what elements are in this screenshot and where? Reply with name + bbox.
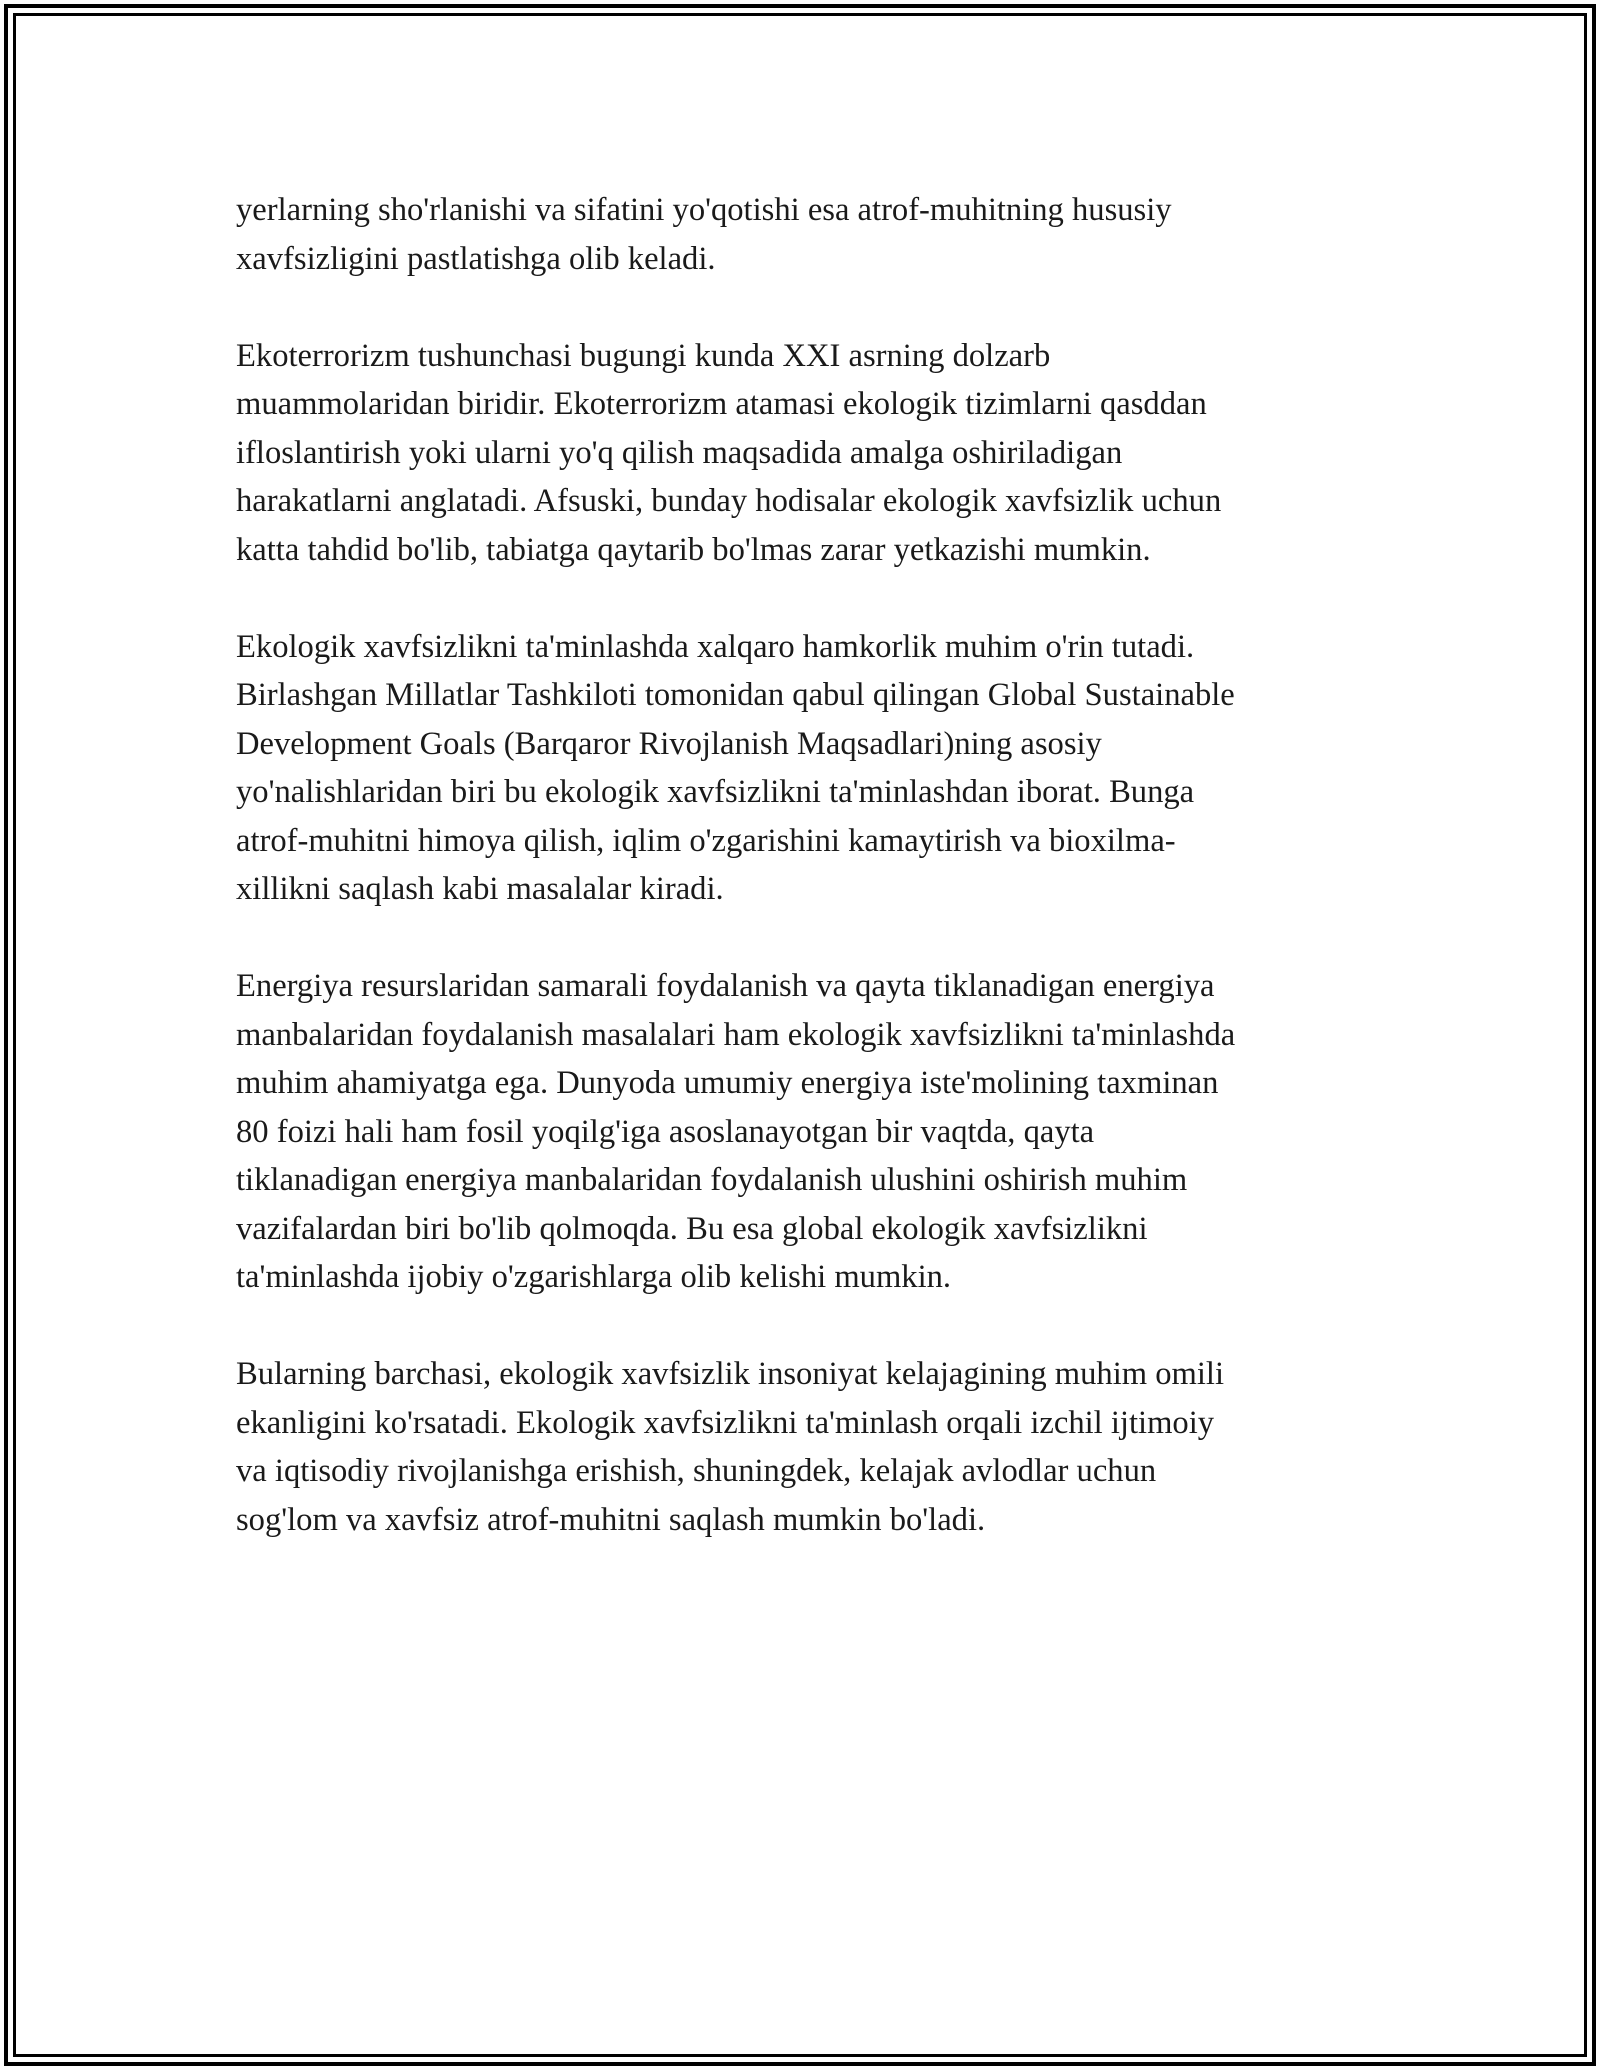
paragraph-conclusion: Bularning barchasi, ekologik xavfsizlik insoniyat kelajagining muhim omili ekanligini ko'rsatadi. Ekologik xavfsizlikni ta'minlash orqali izchil ijtimoiy va iqtisodiy rivojlanishga erishish, shuningdek, kelajak avlodlar uchun sog'lom va xavfsiz atrof-muhitni saqlash mumkin bo'ladi.	[236, 1356, 1225, 1538]
paragraph-ecoterrorism: Ekoterrorizm tushunchasi bugungi kunda XXI asrning dolzarb muammolaridan biridir. Ekoterrorizm atamasi ekologik tizimlarni qasddan ifloslantirish yoki ularni yo'q qilish maqsadida amalga oshiriladigan harakatlarni anglatadi. Afsuski, bunday hodisalar ekologik xavfsizlik uchun katta tahdid bo'lib, tabiatga qaytarib bo'lmas zarar yetkazishi mumkin.	[236, 337, 1222, 568]
paragraph-international-cooperation: Ekologik xavfsizlikni ta'minlashda xalqaro hamkorlik muhim o'rin tutadi. Birlashgan Millatlar Tashkiloti tomonidan qabul qilingan Global Sustainable Development Goals (Barqaror Rivojlanish Maqsadlari)ning asosiy yo'nalishlaridan biri bu ekologik xavfsizlikni ta'minlashdan iborat. Bunga atrof-muhitni himoya qilish, iqlim o'zgarishini kamaytirish va bioxilma- xillikni saqlash kabi masalalar kiradi.	[236, 628, 1235, 907]
paragraph-soil-salinization: yerlarning sho'rlanishi va sifatini yo'qotishi esa atrof-muhitning hususiy xavfsizligini pastlatishga olib keladi.	[236, 192, 1172, 277]
document-body	[236, 186, 1376, 1593]
paragraph-energy-resources: Energiya resurslaridan samarali foydalanish va qayta tiklanadigan energiya manbalaridan foydalanish masalalari ham ekologik xavfsizlikni ta'minlashda muhim ahamiyatga ega. Dunyoda umumiy energiya iste'molining taxminan 80 foizi hali ham fosil yoqilg'iga asoslanayotgan bir vaqtda, qayta tiklanadigan energiya manbalaridan foydalanish ulushini oshirish muhim vazifalardan biri bo'lib qolmoqda. Bu esa global ekologik xavfsizlikni ta'minlashda ijobiy o'zgarishlarga olib kelishi mumkin.	[236, 968, 1236, 1295]
